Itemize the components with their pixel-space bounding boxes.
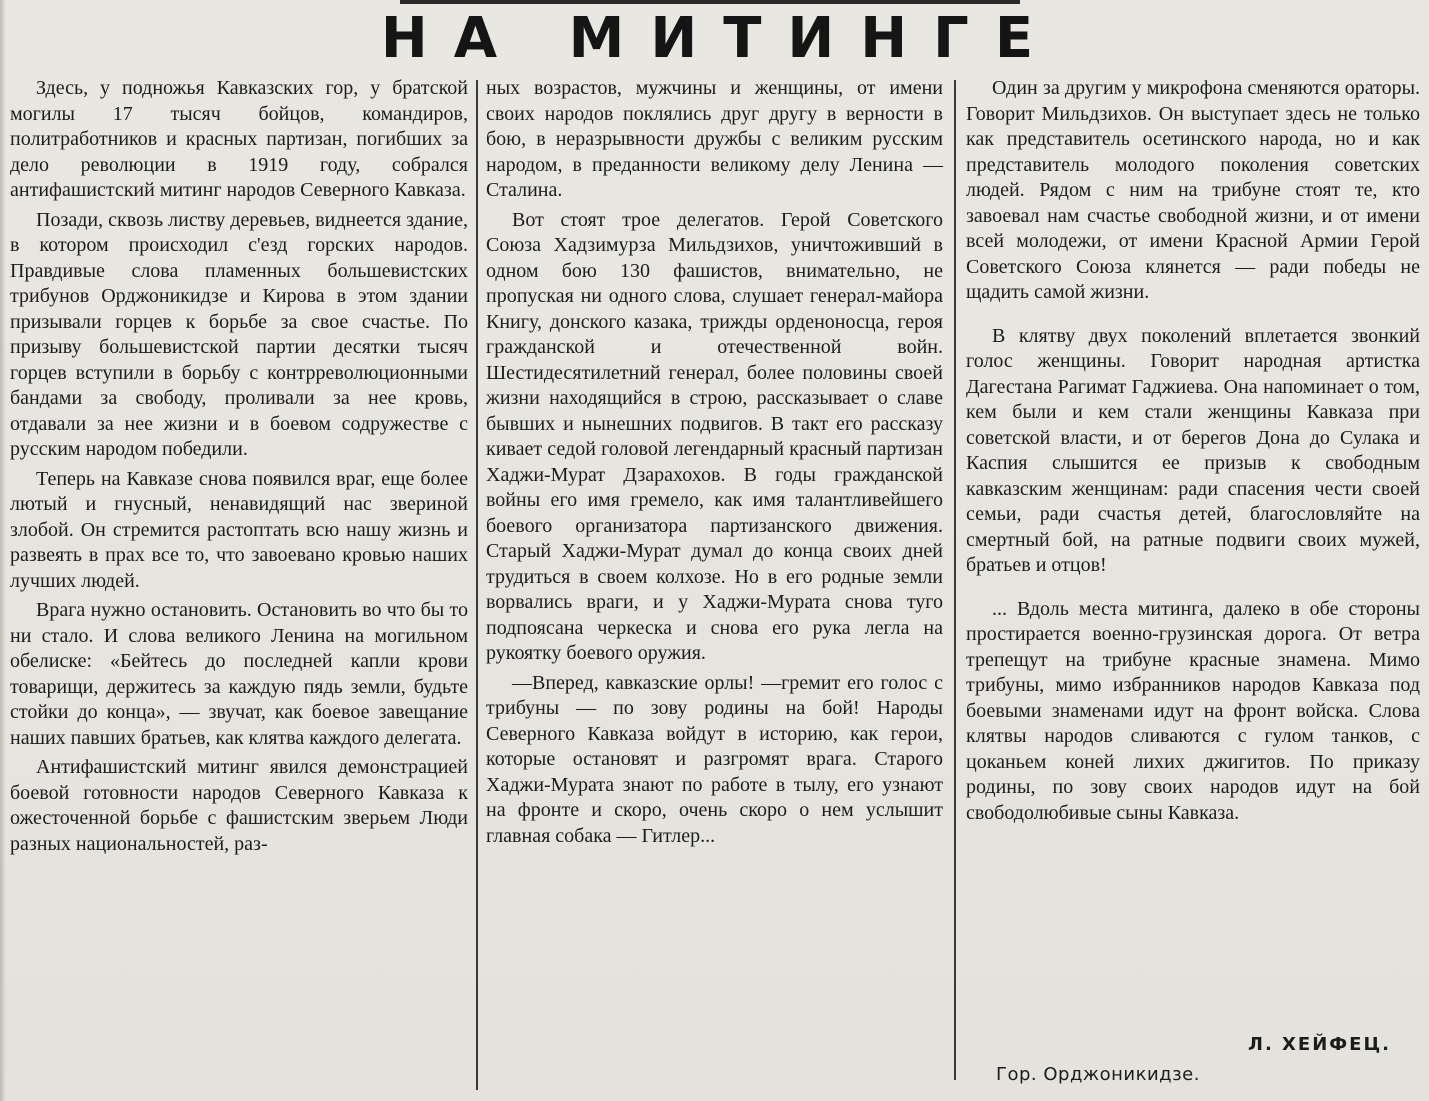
paragraph: —Вперед, кавказские орлы! —гремит его голос с трибуны — по зову родины на бой! Народы Северного Кавказа войдут в историю, как герои, которые остановят и разгромят врага. Старого Хаджи-Мурата знают по работе в тылу, его узнают на фронте и скоро, очень скоро о нем услышит главная собака — Гитлер... <box>486 671 943 847</box>
column-divider <box>476 80 478 1090</box>
paragraph: Вот стоят трое делегатов. Герой Советского Союза Хадзимурза Мильдзихов, уничтоживший в одном бою 130 фашистов, внимательно, не пропуская ни одного слова, слушает генерал-майора Книгу, донского казака, трижды орденоносца, героя гражданской и отечественной войн. Шестидесятилетний генерал, более половины своей жизни находящийся в строю, рассказывает о славе бывших и нынешних подвигов. В такт его рассказу кивает седой головой легендарный красный партизан Хаджи-Мурат Дзарахохов. В годы гражданской войны его имя гремело, как имя талантливейшего боевого организатора партизанского движения. Старый Хаджи-Мурат думал до конца своих дней трудиться в своем колхозе. Но в его родные земли ворвались враги, и у Хаджи-Мурата снова туго подпоясана черкеска и снова его рука легла на рукоятку боевого оружия. <box>486 208 943 664</box>
article-column-1 <box>10 76 468 857</box>
paragraph: ... Вдоль места митинга, далеко в обе стороны простирается военно-грузинская дорога. От ветра трепещут на трибуне красные знамена. Мимо трибуны, мимо избранников народов Кавказа под боевыми знаменами идут на фронт войска. Слова клятвы народов сливаются с гулом танков, с цоканьем коней лихих джигитов. По приказу родины, по зову своих народов идут на бой свободолюбивые сыны Кавказа. <box>966 597 1420 824</box>
paragraph: Здесь, у подножья Кавказских гор, у братской могилы 17 тысяч бойцов, командиров, политработников и красных партизан, погибших за дело революции в 1919 году, собрался антифашистский митинг народов Северного Кавказа. <box>10 77 468 201</box>
column-divider <box>954 80 956 1080</box>
page-edge-shadow <box>0 0 6 1101</box>
paragraph: Один за другим у микрофона сменяются ораторы. Говорит Мильдзихов. Он выступает здесь не только как представитель осетинского народа, но и как представитель молодого поколения советских людей. Рядом с ним на трибуне стоят те, кто завоевал нам счастье свободной жизни, и от имени всей молодежи, от имени Красной Армии Герой Советского Союза клянется — ради победы не щадить самой жизни. <box>966 77 1420 303</box>
article-column-3 <box>966 76 1420 826</box>
paragraph: Антифашистский митинг явился демонстрацией боевой готовности народов Северного Кавказа к ожесточенной борьбе с фашистским зверьем Люди разных национальностей, раз- <box>10 756 468 855</box>
article-column-2 <box>486 76 943 849</box>
headline: НА МИТИНГЕ <box>380 6 1060 71</box>
paragraph: Теперь на Кавказе снова появился враг, еще более лютый и гнусный, ненавидящий нас звериной злобой. Он стремится растоптать всю нашу жизнь и развеять в прах все то, что завоевано кровью наших лучших людей. <box>10 467 468 592</box>
author-signature: Л. ХЕЙФЕЦ. <box>1248 1034 1391 1055</box>
dateline: Гор. Орджоникидзе. <box>996 1064 1200 1085</box>
paragraph: В клятву двух поколений вплетается звонкий голос женщины. Говорит народная артистка Дагестана Рагимат Гаджиева. Она напоминает о том, кем были и кем стали женщины Кавказа при советской власти, и от берегов Дона до Сулака и Каспия слышится ее призыв к свободным кавказским женщинам: ради спасения чести своей семьи, ради счастья детей, благословляйте на смертный бой, на ратные подвиги своих мужей, братьев и отцов! <box>966 324 1420 576</box>
paragraph: Позади, сквозь листву деревьев, виднеется здание, в котором происходил с'езд горских народов. Правдивые слова пламенных большевистских трибунов Орджоникидзе и Кирова в этом здании призывали горцев к борьбе за свое счастье. По призыву большевистской партии десятки тысяч горцев вступили в борьбу с контрреволюционными бандами за свободу, проливали за нее кровь, отдавали за нее жизни и в боевом содружестве с русским народом победили. <box>10 208 468 460</box>
paragraph: ных возрастов, мужчины и женщины, от имени своих народов поклялись друг другу в верности в бою, в неразрывности дружбы с великим русским народом, в преданности великому делу Ленина — Сталина. <box>486 77 943 201</box>
paragraph: Врага нужно остановить. Остановить во что бы то ни стало. И слова великого Ленина на могильном обелиске: «Бейтесь до последней капли крови товарищи, держитесь за каждую пядь земли, будьте стойки до конца», — звучат, как боевое завещание наших павших братьев, как клятва каждого делегата. <box>10 599 468 749</box>
